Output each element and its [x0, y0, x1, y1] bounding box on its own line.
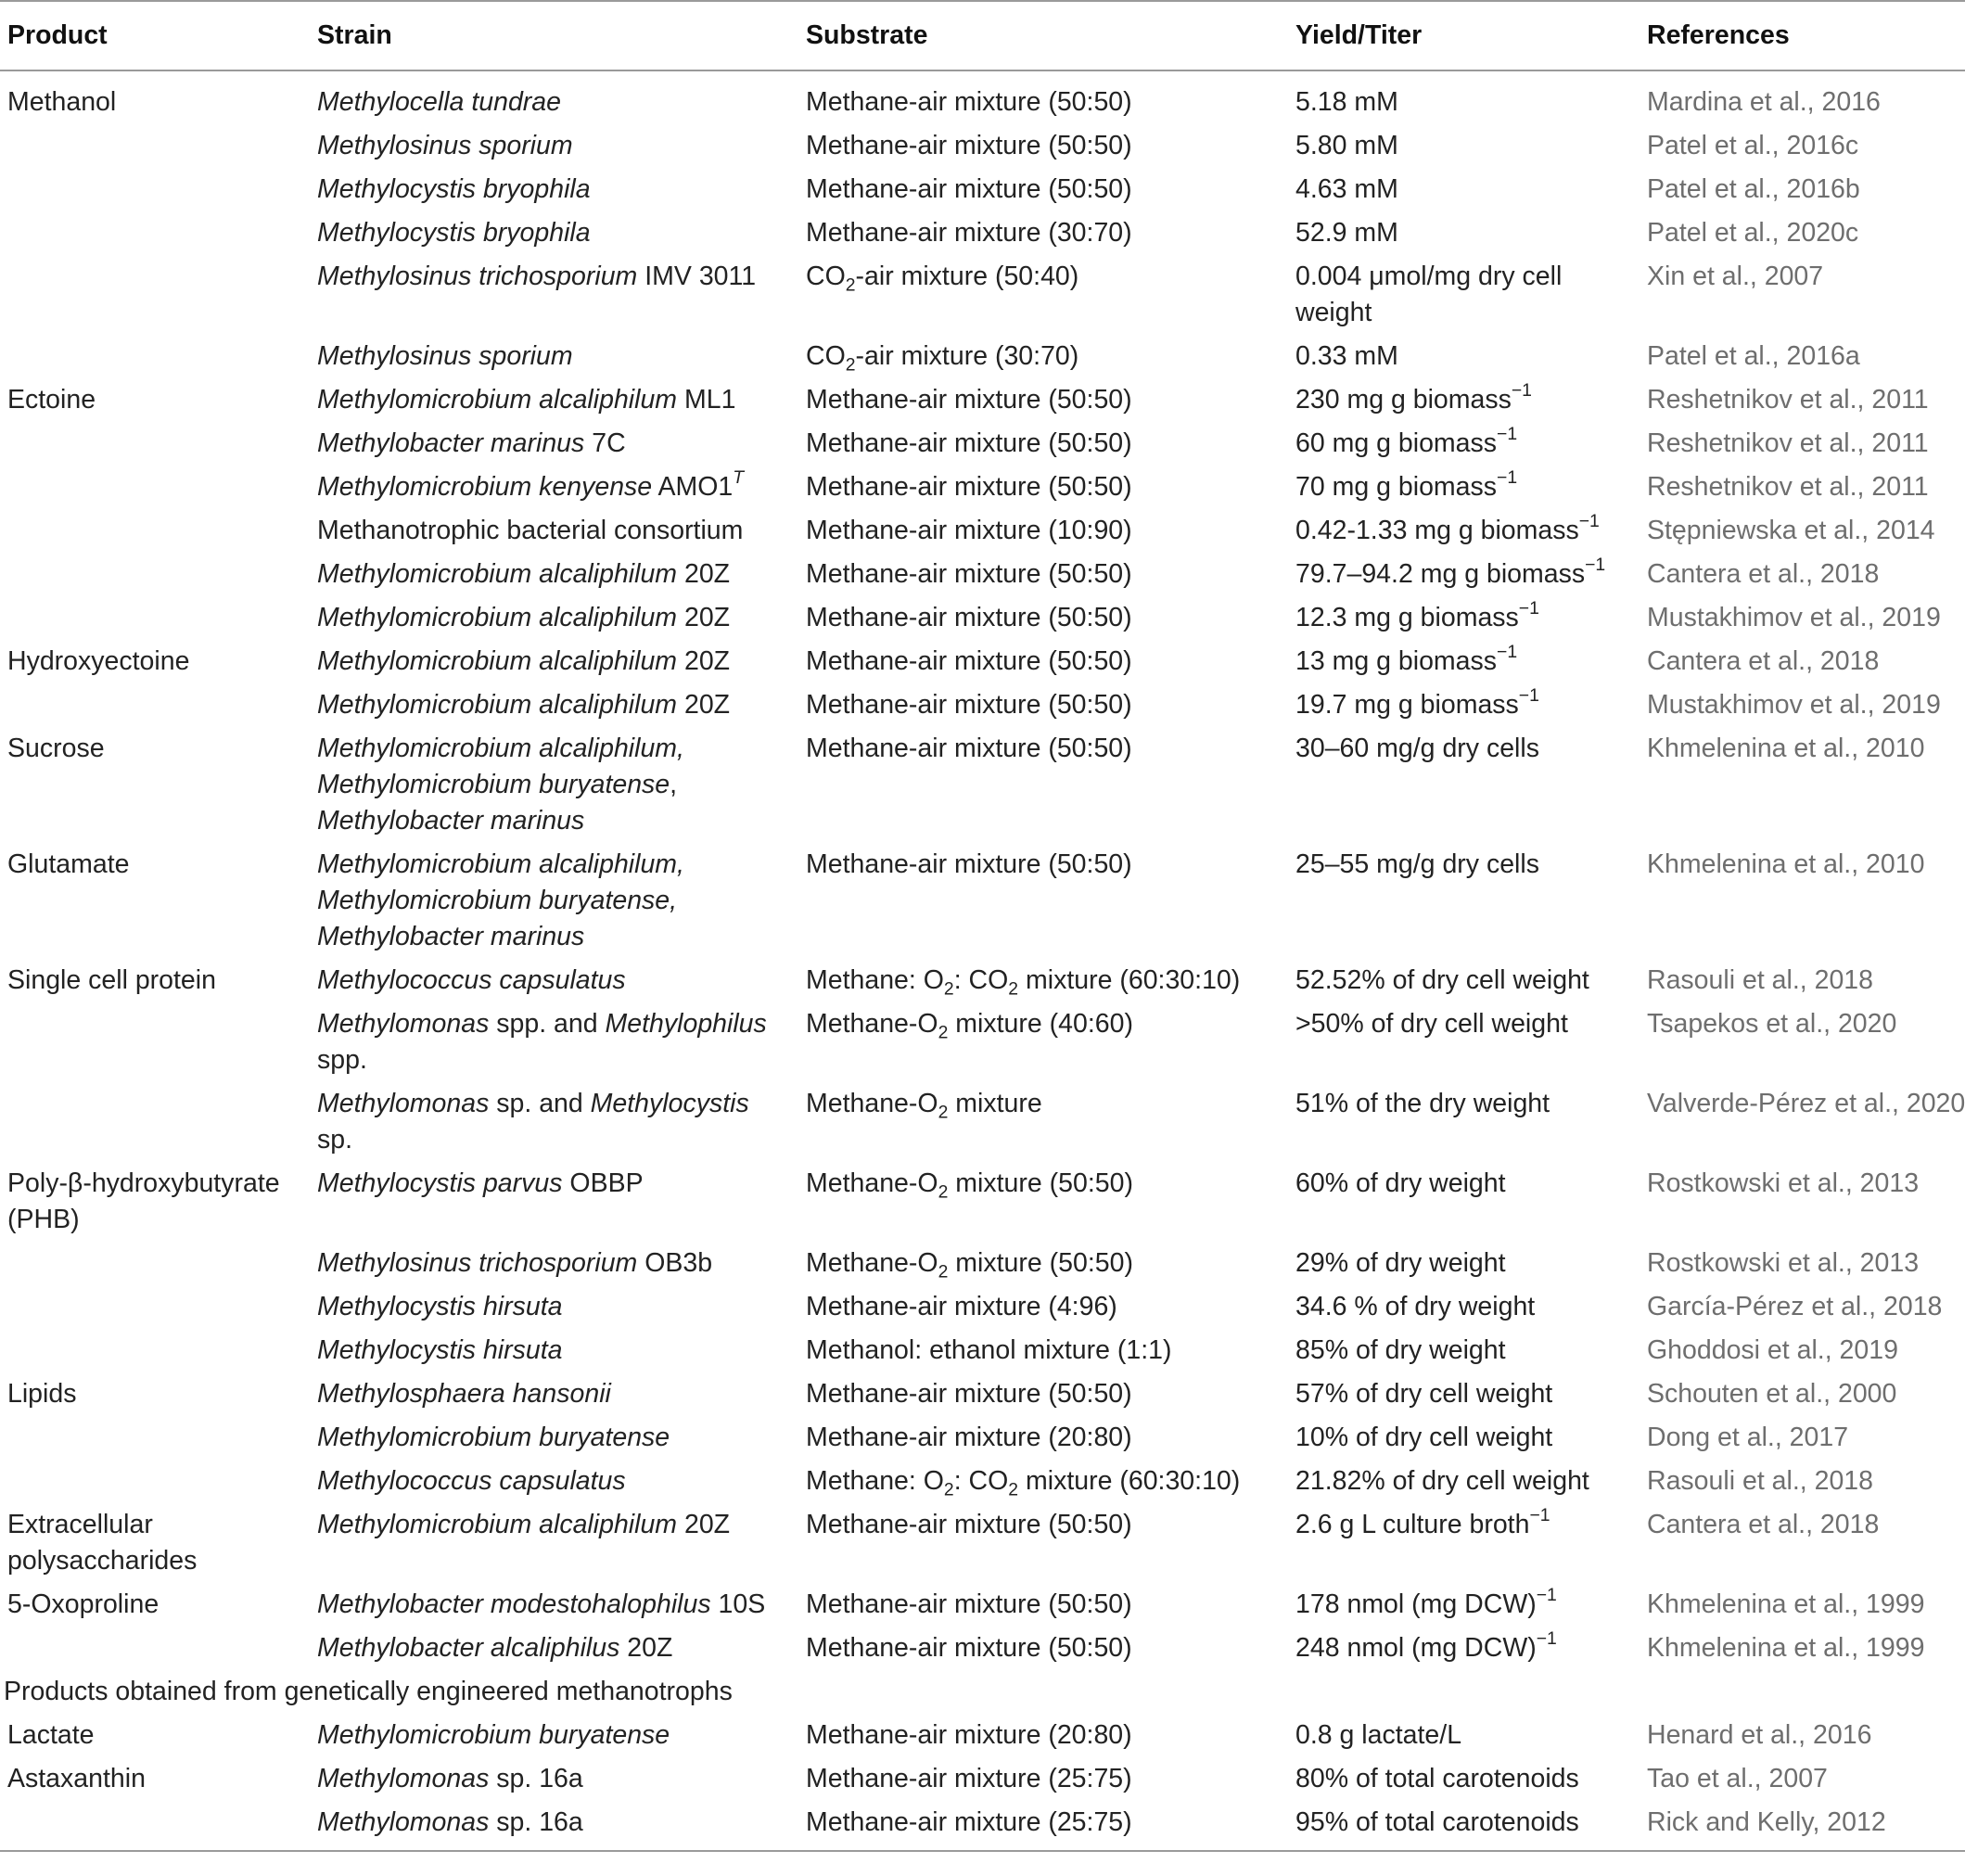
substrate-cell: Methane-air mixture (10:90): [806, 516, 1132, 545]
strain-cell: Methylocystis hirsuta: [317, 1292, 563, 1321]
yield-cell: 60% of dry weight: [1295, 1168, 1506, 1198]
substrate-cell: Methane-$O_2$ mixture (50:50): [806, 1168, 1133, 1203]
substrate-cell: $CO_2$-air mixture (50:40): [806, 262, 1079, 296]
substrate-cell: Methane-air mixture (50:50): [806, 1589, 1132, 1619]
strain-cell: Methylomonas sp. 16a: [317, 1764, 583, 1793]
strain-cell: Methylocystis parvus OBBP: [317, 1168, 644, 1198]
substrate-cell: Methane-air mixture (50:50): [806, 690, 1132, 720]
yield-cell: 57% of dry cell weight: [1295, 1379, 1553, 1409]
reference-cell: Rasouli et al., 2018: [1647, 965, 1873, 995]
reference-cell: Mustakhimov et al., 2019: [1647, 603, 1941, 632]
table-row: [0, 1369, 1965, 1412]
product-cell: Glutamate: [7, 849, 130, 879]
product-cell: [0, 1325, 310, 1369]
table-row: [0, 839, 1965, 955]
table-row: [0, 1456, 1965, 1500]
table-row: [0, 1579, 1965, 1623]
yield-cell: 80% of total carotenoids: [1295, 1764, 1579, 1793]
table-row: [0, 462, 1965, 505]
strain-cell: Methylosphaera hansonii: [317, 1379, 611, 1409]
reference-cell: Rostkowski et al., 2013: [1647, 1248, 1920, 1278]
table-row: [0, 331, 1965, 375]
substrate-cell: Methane-air mixture (50:50): [806, 1510, 1132, 1539]
yield-cell: >50% of dry cell weight: [1295, 1009, 1568, 1039]
header-row: [0, 1, 1965, 70]
product-cell: Lactate: [7, 1720, 95, 1750]
product-cell: [0, 1456, 310, 1500]
yield-cell: 5.80 mM: [1295, 131, 1398, 160]
table-row: [0, 208, 1965, 251]
product-cell: [0, 1238, 310, 1282]
reference-cell: Reshetnikov et al., 2011: [1647, 472, 1929, 502]
table-row: [0, 723, 1965, 839]
strain-cell: Methylosinus trichosporium IMV 3011: [317, 262, 757, 291]
yield-cell: 0.33 mM: [1295, 341, 1398, 371]
reference-cell: Tao et al., 2007: [1647, 1764, 1828, 1793]
substrate-cell: $CO_2$-air mixture (30:70): [806, 341, 1079, 376]
product-cell: [0, 331, 310, 375]
strain-cell: Methylobacter alcaliphilus 20Z: [317, 1633, 673, 1663]
strain-cell: Methylomicrobium alcaliphilum, Methylomicrobium buryatense, Methylobacter marinus: [317, 849, 684, 951]
reference-cell: Rick and Kelly, 2012: [1640, 1797, 1965, 1851]
yield-cell: 29% of dry weight: [1295, 1248, 1506, 1278]
table-row: [0, 1282, 1965, 1325]
reference-cell: Rasouli et al., 2018: [1647, 1466, 1873, 1496]
yield-cell: 10% of dry cell weight: [1295, 1423, 1553, 1452]
strain-cell: Methylomicrobium alcaliphilum 20Z: [317, 559, 731, 589]
reference-cell: Dong et al., 2017: [1647, 1423, 1849, 1452]
yield-cell: 52.52% of dry cell weight: [1295, 965, 1589, 995]
strain-cell: Methylomicrobium kenyense $AMO1^T$: [317, 466, 745, 502]
strain-cell: Methylomonas sp. and Methylocystis sp.: [317, 1089, 749, 1155]
table-row: [0, 164, 1965, 208]
yield-cell: 4.63 mM: [1295, 174, 1398, 204]
strain-cell: Methylomicrobium alcaliphilum 20Z: [317, 646, 731, 676]
reference-cell: Patel et al., 2020c: [1647, 218, 1859, 248]
substrate-cell: Methane-air mixture (50:50): [806, 428, 1132, 458]
reference-cell: Ghoddosi et al., 2019: [1647, 1335, 1898, 1365]
product-cell: 5-Oxoproline: [7, 1589, 159, 1619]
yield-cell: 0.42-1.33 mg g biomass$^{-1}$: [1295, 510, 1600, 545]
reference-cell: Stępniewska et al., 2014: [1647, 516, 1935, 545]
substrate-cell: Methane-air mixture (50:50): [806, 87, 1132, 117]
substrate-cell: Methane-air mixture (50:50): [806, 1633, 1132, 1663]
product-cell: [0, 505, 310, 549]
yield-cell: 21.82% of dry cell weight: [1295, 1466, 1589, 1496]
reference-cell: Valverde-Pérez et al., 2020: [1647, 1089, 1965, 1118]
reference-cell: García-Pérez et al., 2018: [1647, 1292, 1943, 1321]
table-row: [0, 680, 1965, 723]
yield-cell: 51% of the dry weight: [1295, 1089, 1550, 1118]
substrate-cell: Methane-air mixture (30:70): [806, 218, 1132, 248]
table-row: [0, 999, 1965, 1078]
substrate-cell: Methane: $O_2$: $CO_2$ mixture (60:30:10): [806, 1466, 1241, 1500]
product-cell: [0, 1078, 310, 1158]
substrate-cell: Methane-air mixture (50:50): [806, 849, 1132, 879]
product-cell: Poly-β-hydroxybutyrate (PHB): [7, 1168, 280, 1234]
yield-cell: 52.9 mM: [1295, 218, 1398, 248]
table-row: [0, 636, 1965, 680]
product-cell: Hydroxyectoine: [7, 646, 190, 676]
strain-cell: Methylomicrobium alcaliphilum 20Z: [317, 1510, 731, 1539]
header-product: Product: [0, 1, 310, 70]
strain-cell: Methylocystis hirsuta: [317, 1335, 563, 1365]
product-cell: Ectoine: [7, 385, 96, 415]
yield-cell: 30–60 mg/g dry cells: [1295, 734, 1539, 763]
reference-cell: Cantera et al., 2018: [1647, 1510, 1880, 1539]
yield-cell: 85% of dry weight: [1295, 1335, 1506, 1365]
substrate-cell: Methane-air mixture (50:50): [806, 131, 1132, 160]
table-row: [0, 1710, 1965, 1754]
strain-cell: Methylobacter marinus 7C: [317, 428, 626, 458]
strain-cell: Methylocystis bryophila: [317, 174, 591, 204]
table-row: [0, 70, 1965, 121]
yield-cell: 230 mg g biomass$^{-1}$: [1295, 379, 1532, 415]
reference-cell: Patel et al., 2016b: [1647, 174, 1860, 204]
strain-cell: Methylomicrobium alcaliphilum 20Z: [317, 690, 731, 720]
substrate-cell: Methane-air mixture (50:50): [806, 174, 1132, 204]
substrate-cell: Methane-air mixture (50:50): [806, 603, 1132, 632]
reference-cell: Patel et al., 2016a: [1647, 341, 1860, 371]
product-cell: [0, 1282, 310, 1325]
strain-cell: Methylomicrobium alcaliphilum, Methylomicrobium buryatense, Methylobacter marinus: [317, 734, 684, 836]
strain-cell: Methylosinus sporium: [317, 341, 573, 371]
strain-cell: Methylomicrobium buryatense: [317, 1720, 670, 1750]
header-references: References: [1640, 1, 1965, 70]
product-cell: [0, 593, 310, 636]
strain-cell: Methylococcus capsulatus: [317, 1466, 626, 1496]
header-substrate: Substrate: [798, 1, 1288, 70]
product-cell: Methanol: [7, 87, 117, 117]
product-cell: [0, 121, 310, 164]
table-row: [0, 1238, 1965, 1282]
substrate-cell: Methane-air mixture (20:80): [806, 1423, 1132, 1452]
section-row: [0, 1666, 1965, 1710]
reference-cell: Reshetnikov et al., 2011: [1647, 385, 1929, 415]
reference-cell: Reshetnikov et al., 2011: [1647, 428, 1929, 458]
substrate-cell: Methane-air mixture (25:75): [806, 1764, 1132, 1793]
yield-cell: 34.6 % of dry weight: [1295, 1292, 1536, 1321]
yield-cell: 19.7 mg g biomass$^{-1}$: [1295, 684, 1539, 720]
reference-cell: Xin et al., 2007: [1647, 262, 1824, 291]
header-yield-titer: Yield/Titer: [1288, 1, 1640, 70]
substrate-cell: Methane-air mixture (50:50): [806, 646, 1132, 676]
table-row: [0, 375, 1965, 418]
product-cell: [0, 164, 310, 208]
reference-cell: Schouten et al., 2000: [1647, 1379, 1897, 1409]
product-cell: [0, 1797, 310, 1851]
product-cell: Sucrose: [7, 734, 105, 763]
product-cell: [0, 680, 310, 723]
table-row: [0, 1623, 1965, 1666]
header-strain: Strain: [310, 1, 798, 70]
product-cell: Single cell protein: [7, 965, 216, 995]
reference-cell: Henard et al., 2016: [1647, 1720, 1872, 1750]
strain-cell: Methylocystis bryophila: [317, 218, 591, 248]
table-row: [0, 1325, 1965, 1369]
product-cell: [0, 418, 310, 462]
table-row: [0, 549, 1965, 593]
substrate-cell: Methane-air mixture (25:75): [798, 1797, 1288, 1851]
yield-cell: 12.3 mg g biomass$^{-1}$: [1295, 597, 1539, 632]
product-cell: Extracellular polysaccharides: [7, 1510, 198, 1576]
reference-cell: Khmelenina et al., 1999: [1647, 1589, 1925, 1619]
yield-cell: 13 mg g biomass$^{-1}$: [1295, 641, 1518, 676]
yield-cell: 60 mg g biomass$^{-1}$: [1295, 423, 1518, 458]
substrate-cell: Methane-air mixture (50:50): [806, 1379, 1132, 1409]
substrate-cell: Methane-$O_2$ mixture: [806, 1089, 1042, 1123]
reference-cell: Khmelenina et al., 2010: [1647, 849, 1925, 879]
product-cell: [0, 251, 310, 331]
table-row: [0, 505, 1965, 549]
table-row: [0, 121, 1965, 164]
strain-cell: Methylobacter modestohalophilus 10S: [317, 1589, 766, 1619]
table-row: [0, 1078, 1965, 1158]
strain-cell: Methylomonas spp. and Methylophilus spp.: [317, 1009, 767, 1075]
product-cell: [0, 999, 310, 1078]
table-row: [0, 1500, 1965, 1579]
strain-cell: Methanotrophic bacterial consortium: [317, 516, 744, 545]
yield-cell: 79.7–94.2 mg g biomass$^{-1}$: [1295, 554, 1606, 589]
strain-cell: Methylocella tundrae: [317, 87, 561, 117]
reference-cell: Khmelenina et al., 2010: [1647, 734, 1925, 763]
product-cell: [0, 208, 310, 251]
substrate-cell: Methane-air mixture (20:80): [806, 1720, 1132, 1750]
reference-cell: Mustakhimov et al., 2019: [1647, 690, 1941, 720]
table-row: [0, 593, 1965, 636]
product-cell: Astaxanthin: [7, 1764, 146, 1793]
yield-cell: 70 mg g biomass$^{-1}$: [1295, 466, 1518, 502]
yield-cell: 25–55 mg/g dry cells: [1295, 849, 1539, 879]
reference-cell: Patel et al., 2016c: [1647, 131, 1859, 160]
table-row: [0, 1754, 1965, 1797]
table-row: [0, 1797, 1965, 1851]
product-cell: [0, 1623, 310, 1666]
strain-cell: Methylomicrobium buryatense: [317, 1423, 670, 1452]
yield-cell: 0.004 μmol/mg dry cell weight: [1295, 262, 1563, 327]
table-body: [0, 70, 1965, 1851]
yield-cell: 248 nmol (mg DCW)$^{-1}$: [1295, 1627, 1557, 1663]
yield-cell: 0.8 g lactate/L: [1295, 1720, 1462, 1750]
strain-cell: Methylosinus sporium: [317, 131, 573, 160]
table-row: [0, 955, 1965, 999]
table-row: [0, 1158, 1965, 1238]
table-row: [0, 251, 1965, 331]
yield-cell: 5.18 mM: [1295, 87, 1398, 117]
product-cell: [0, 1412, 310, 1456]
substrate-cell: Methane-air mixture (50:50): [806, 734, 1132, 763]
reference-cell: Rostkowski et al., 2013: [1647, 1168, 1920, 1198]
strain-cell: Methylomicrobium alcaliphilum 20Z: [317, 603, 731, 632]
yield-cell: 95% of total carotenoids: [1288, 1797, 1640, 1851]
strain-cell: Methylosinus trichosporium OB3b: [317, 1248, 713, 1278]
reference-cell: Tsapekos et al., 2020: [1647, 1009, 1897, 1039]
section-heading: Products obtained from genetically engineered methanotrophs: [4, 1677, 733, 1706]
reference-cell: Cantera et al., 2018: [1647, 559, 1880, 589]
product-cell: Lipids: [7, 1379, 77, 1409]
strain-cell: Methylomicrobium alcaliphilum ML1: [317, 385, 736, 415]
strain-cell: Methylomonas sp. 16a: [310, 1797, 798, 1851]
table-row: [0, 418, 1965, 462]
reference-cell: Mardina et al., 2016: [1647, 87, 1881, 117]
table-row: [0, 1412, 1965, 1456]
substrate-cell: Methanol: ethanol mixture (1:1): [806, 1335, 1172, 1365]
yield-cell: 2.6 g L culture broth$^{-1}$: [1295, 1504, 1550, 1539]
product-cell: [0, 549, 310, 593]
strain-cell: Methylococcus capsulatus: [317, 965, 626, 995]
substrate-cell: Methane-air mixture (50:50): [806, 559, 1132, 589]
substrate-cell: Methane-$O_2$ mixture (40:60): [806, 1009, 1133, 1043]
yield-cell: 178 nmol (mg DCW)$^{-1}$: [1295, 1584, 1557, 1619]
substrate-cell: Methane-air mixture (50:50): [806, 385, 1132, 415]
reference-cell: Cantera et al., 2018: [1647, 646, 1880, 676]
substrate-cell: Methane-air mixture (4:96): [806, 1292, 1117, 1321]
substrate-cell: Methane: $O_2$: $CO_2$ mixture (60:30:10): [806, 965, 1241, 1000]
substrate-cell: Methane-$O_2$ mixture (50:50): [806, 1248, 1133, 1283]
table-header: [0, 1, 1965, 70]
substrate-cell: Methane-air mixture (50:50): [806, 472, 1132, 502]
reference-cell: Khmelenina et al., 1999: [1647, 1633, 1925, 1663]
product-cell: [0, 462, 310, 505]
